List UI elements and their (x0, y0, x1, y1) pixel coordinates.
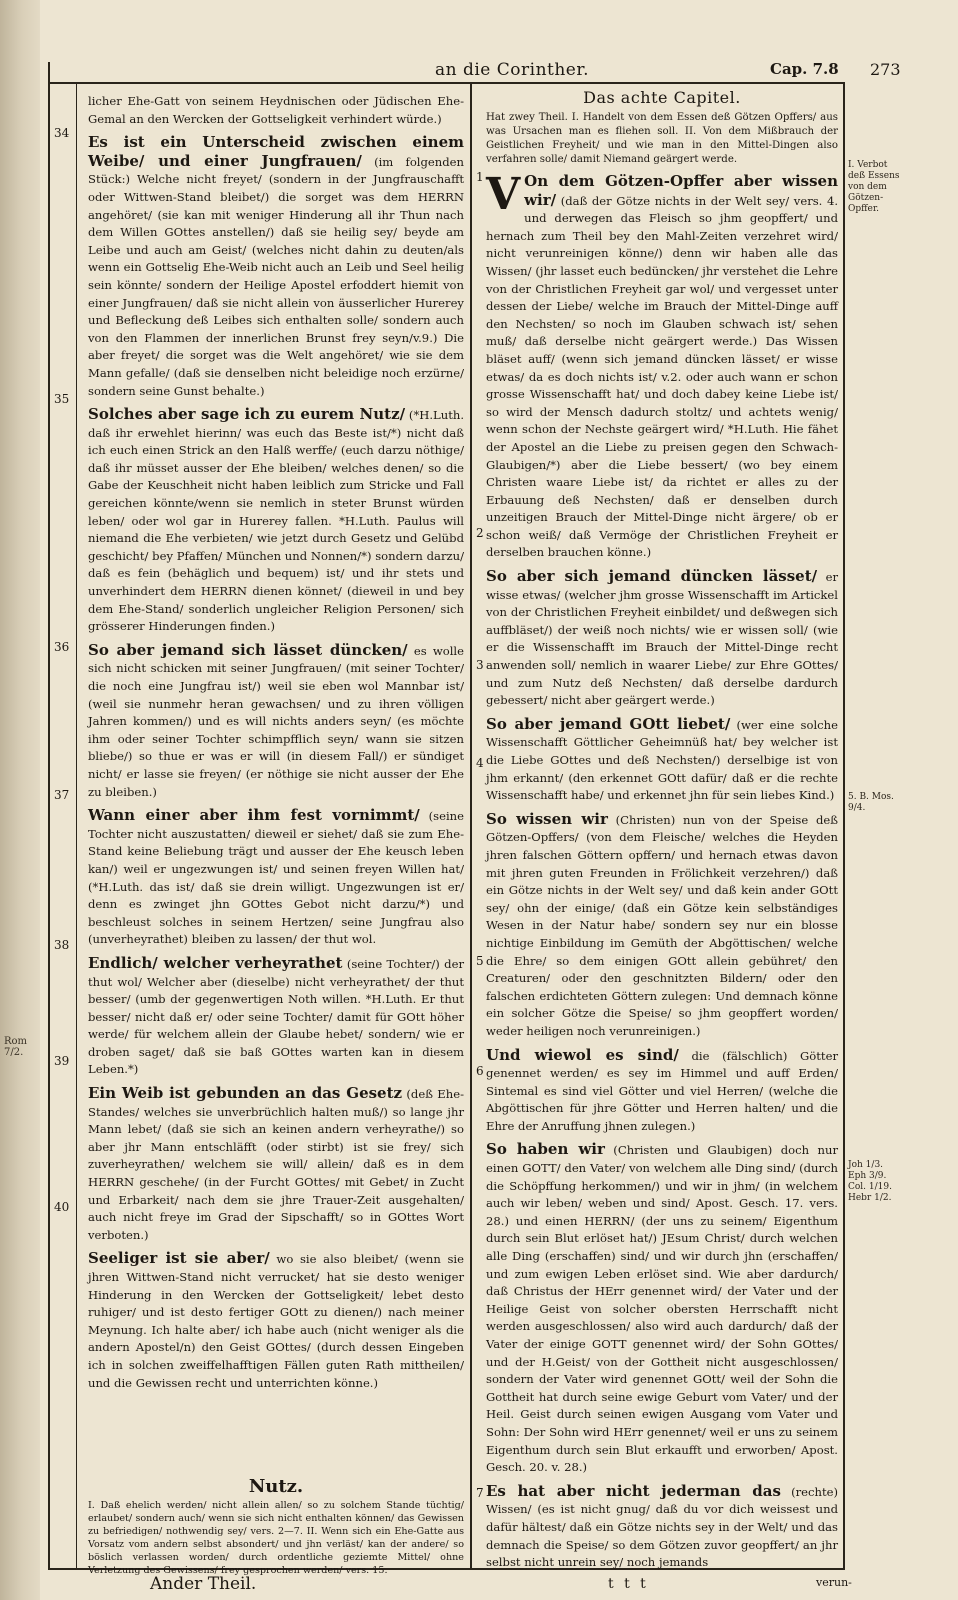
footer-section-label: Ander Theil. (150, 1574, 257, 1594)
paragraph: Es hat aber nicht jederman das (rechte) Wissen/ (es ist nicht gnug/ daß du vor dich weissest und dafür hältest/ daß ein Götze nichts sey in der Welt/ und das demnach die Speise/ so dem Götzen zuvor geopffert/ an jhr selbst nicht unrein sey/ noch jemands (486, 1481, 839, 1570)
center-rule (470, 82, 472, 1570)
right-inner-rule (843, 82, 845, 1570)
verse-number: 2 (476, 526, 484, 540)
paragraph: So haben wir (Christen und Glaubigen) doch nur einen GOTT/ den Vater/ von welchem alle Ding sind/ (durch die Schöpffung herkommen/) und wir in jhm/ (in welchem auch wir leben/ weben und sind/ Apost. Gesch. 17. vers. 28.) und einen HERRN/ (der uns zu seinem/ Eigenthum durch sein Blut erlöset hat/) JEsum Christ/ durch welchen alle Ding (erschaffen) sind/ und wir durch jhn (erschaffen/ und zum ewigen Leben erlöset sind. Wie aber dardurch/ daß Christus der HErr genennet wird/ der Vater und der Heilige Geist von solcher obersten Herrschafft nicht werden ausgeschlossen/ also wird auch dardurch/ daß der Vater der einige GOTT genennet wird/ der Sohn GOttes/ und der H.Geist/ von der Gottheit nicht ausgeschlossen/ sondern der Vater wird genennet GOtt/ weil der Sohn die Gottheit hat durch seine ewige Geburt vom Vater/ und der Heil. Geist durch seinen ewigen Ausgang vom Vater und Sohn: Der Sohn wird HErr genennet/ weil er uns zu seinem Eigenthum durch sein Blut erkaufft und erworben/ Apost. Gesch. 20. v. 28.) (486, 1140, 839, 1475)
verse-number: 7 (476, 1486, 484, 1500)
verse-number: 37 (54, 788, 70, 802)
verse-number: 38 (54, 938, 70, 952)
verse-number: 40 (54, 1200, 70, 1214)
left-column (88, 92, 464, 1476)
verse-number: 1 (476, 170, 484, 184)
right-column (486, 88, 839, 1570)
paragraph: So wissen wir (Christen) nun von der Speise deß Götzen-Opffers/ (von dem Fleische/ welches die Heyden jhren falschen Göttern opffern/ und hernach etwas davon mit jhren guten Freunden in Frölichkeit verzehren/) daß ein Götze nichts in der Welt sey/ und daß kein ander GOtt sey/ ohn der einige/ (daß ein Götze kein selbständiges Wesen in der Natur habe/ sondern sey nur ein blosse nichtige Einbildung im Gemüth der Abgöttischen/ welche die Ehre/ so dem einigen GOtt allein gebühret/ den Creaturen/ oder den geschnitzten Bildern/ oder den falschen erdichteten Göttern zulegen: Und demnach könne ein solcher Götze die Speise/ so jhm geopffert worden/ weder heiligen noch verunreinigen.) (486, 809, 838, 1038)
page-gutter (0, 0, 40, 1600)
signature-mark: t t t (608, 1576, 649, 1592)
running-title: an die Corinther. (435, 60, 590, 80)
nutz-section (88, 1472, 464, 1576)
nutz-heading: Nutz. (248, 1476, 304, 1497)
verse-number: 36 (54, 640, 70, 654)
paragraph: Es ist ein Unterscheid zwischen einem Weibe/ und einer Jungfrauen/ (im folgenden Stück:) Welche nicht freyet/ (sondern in der Jungfrauschafft oder Wittwen-Stand bleibet/) die sorget was dem HERRN angehöret/ (sie kan mit weniger Hinderung all ihr Thun nach dem Willen GOttes anstellen/) daß sie heilig sey/ beyde am Leibe und auch am Geist/ (welches nicht dahin zu deuten/als wenn ein Gottselig Ehe-Weib nicht auch an Leib und Seel heilig sein könnte/ sondern der Heilige Apostel erfoddert hiemit von einer Jungfrauen/ daß sie nicht allein von äusserlicher Hurerey und Befleckung deß Leibes sich enthalten solle/ sondern auch von den Flammen der innerlichen Brunst frey seyn/v.9.) Die aber freyet/ die sorget was die Welt angehöret/ wie sie dem Mann gefalle/ (daß sie denselben nicht beleidige noch erzürne/ sondern seine Gunst behalte.) (88, 133, 465, 398)
verse-number: 34 (54, 126, 70, 140)
paragraph: Wann einer aber ihm fest vornimmt/ (seine Tochter nicht auszustatten/ dieweil er siehet/ daß sie zum Ehe-Stand keine Beliebung trägt und ausser der Ehe keusch leben kan/) weil er ungezwungen ist/ und seinen freyen Willen hat/ (*H.Luth. das ist/ daß sie drein willigt. Ungezwungen ist er/ denn es zwinget jhn GOttes Gebot nicht darzu/*) und beschleust solches in seinem Hertzen/ seine Jungfrau also (unverheyrathet) bleiben zu lassen/ der thut wol. (88, 806, 465, 947)
gutter-note: Rom 7/2. (4, 1036, 28, 1058)
drop-cap: V (486, 169, 521, 220)
chapter-summary: Hat zwey Theil. I. Handelt von dem Essen deß Götzen Opffers/ aus was Ursachen man es fliehen soll. II. Von dem Mißbrauch der Geistlichen Freyheit/ und wie man in den Mittel-Dingen also verfahren solle/ damit Niemand geärgert werde. (486, 112, 838, 165)
nutz-text: I. Daß ehelich werden/ nicht allein allen/ so zu solchem Stande tüchtig/ erlaubet/ sondern auch/ wenn sie sich nicht enthalten können/ das Gewissen zu befriedigen/ nothwendig sey/ vers. 2—7. II. Wenn sich ein Ehe-Gatte aus Vorsatz vom andern selbst absondert/ und jhn verläst/ kan der andere/ so böslich verlassen worden/ durch ordentliche geziemte Mittel/ ohne Verletzung des Gewissens/ frey gesprochen werden/ vers. 15. (88, 1500, 464, 1576)
paragraph: So aber jemand GOtt liebet/ (wer eine solche Wissenschafft Göttlicher Geheimnüß hat/ bey welcher ist die Liebe GOttes und deß Nechsten/) derselbige ist von jhm erkannt/ (den erkennet GOtt dafür/ daß er die rechte Wissenschafft habe/ und erkennet jhn für sein liebes Kind.) (486, 714, 838, 803)
margin-note: Joh 1/3. Eph 3/9. Col. 1/19. Hebr 1/2. (848, 1160, 892, 1203)
paragraph: So aber sich jemand düncken lässet/ er wisse etwas/ (welcher jhm grosse Wissenschafft im Artickel von der Christlichen Freyheit einbildet/ und deßwegen sich auffbläset/) der weiß noch nichts/ wie er wissen soll/ (wie er die Wissenschafft im Brauch der Mittel-Dinge recht anwenden soll/ nemlich in waarer Liebe/ zur Ehre GOttes/ und zum Nutz deß Nechsten/ daß derselbe dardurch gebessert/ nicht aber geärgert werde.) (486, 567, 839, 708)
margin-note: I. Verbot deß Essens von dem Götzen-Opffer. (848, 160, 900, 214)
paragraph: Solches aber sage ich zu eurem Nutz/ (*H.Luth. daß ihr erwehlet hierinn/ was euch das Beste ist/*) nicht daß ich euch einen Strick an den Halß werffe/ (euch darzu nöthige/ daß ihr müsset ausser der Ehe bleiben/ welches denen/ so die Gabe der Keuschheit nicht haben leiblich zum Stricke und Fall gereichen könnte/wenn sie nemlich in steter Brunst würden leben/ oder wol gar in Hurerey fallen. *H.Luth. Paulus will niemand die Ehe verbieten/ wie jetzt durch Gesetz und Gelübd geschicht/ bey Pfaffen/ München und Nonnen/*) sondern darzu/ daß es fein (behäglich und bequem) ist/ und ihr stets und unverhindert dem HERRN dienen könnet/ (dieweil in und bey dem Ehe-Stand/ sonderlich ungleicher Religion Personen/ sich grösserer Hinderungen finden.) (88, 405, 465, 634)
chapter-title: Das achte Capitel. (583, 88, 741, 107)
verse-number: 39 (54, 1054, 70, 1068)
book-page (40, 0, 958, 1600)
left-outer-rule (48, 62, 50, 1570)
verse-number: 5 (476, 954, 484, 968)
paragraph: Ein Weib ist gebunden an das Gesetz (deß Ehe-Standes/ welches sie unverbrüchlich halten muß/) so lange jhr Mann lebet/ (daß sie sich an keinen andern verheyrathe/) so aber jhr Mann entschläfft (oder stirbt) ist sie frey/ sich zuverheyrathen/ welchem sie will/ allein/ daß es in dem HERRN geschehe/ (in der Furcht GOttes/ mit Gebet/ in Zucht und Erbarkeit/ nach dem sie jhre Trauer-Zeit ausgehalten/ auch nicht freye im Grad der Sipschafft/ so in GOttes Wort verboten.) (88, 1084, 464, 1242)
paragraph: Endlich/ welcher verheyrathet (seine Tochter/) der thut wol/ Welcher aber (dieselbe) nicht verheyrathet/ der thut besser/ (umb der gegenwertigen Noth willen. *H.Luth. Er thut besser/ nicht daß er/ oder seine Tochter/ damit für GOtt höher werde/ für welchem allein der Glaube hebet/ sondern/ wie er droben saget/ daß sie baß GOttes warten kan in diesem Leben.*) (88, 953, 464, 1077)
chapter-ref: Cap. 7.8 (770, 60, 839, 78)
verse-number: 6 (476, 1064, 484, 1078)
top-rule (48, 82, 843, 84)
paragraph: Seeliger ist sie aber/ wo sie also bleibet/ (wenn sie jhren Wittwen-Stand nicht verrucket/ hat sie desto weniger Hinderung in den Wercken der Gottseligkeit/ lebet desto ruhiger/ und ist desto fertiger GOtt zu dienen/) nach meiner Meynung. Ich halte aber/ ich habe auch (nicht weniger als die andern Apostel/n) den Geist GOttes/ (durch dessen Eingeben ich in solchen zweiffelhafftigen Fällen guten Rath mittheilen/ und die Gewissen recht und unterrichten könne.) (88, 1249, 465, 1390)
paragraph: So aber jemand sich lässet düncken/ es wolle sich nicht schicken mit seiner Jungfrauen/ (mit seiner Tochter/ die noch eine Jungfrau ist/) weil sie eben wol Mannbar ist/ (weil sie nunmehr heran gewachsen/ und zu ihren völligen Jahren kommen/) und es will nichts anders seyn/ (es möchte ihm oder seiner Tochter schimpfflich seyn/ wann sie sitzen bliebe/) so thue er was er will (in diesem Fall/) er sündiget nicht/ er lasse sie freyen/ (er nöthige sie nicht ausser der Ehe zu bleiben.) (88, 640, 464, 799)
paragraph: Und wiewol es sind/ die (fälschlich) Götter genennet werden/ es sey im Himmel und auff Erden/ Sintemal es sind viel Götter und viel Herren/ (welche die Abgöttischen für jhre Götter und Herren halten/ und die Ehre der Anruffung jhnen zulegen.) (486, 1045, 838, 1133)
margin-note: 5. B. Mos. 9/4. (848, 792, 894, 813)
paragraph: V On dem Götzen-Opffer aber wissen wir/ (daß der Götze nichts in der Welt sey/ vers. 4. und derwegen das Fleisch so jhm geopffert/ und hernach zum Theil bey den Mahl-Zeiten verzehret wird/ nicht verunreinigen könne/) denn wir haben alle das Wissen/ (jhr lasset euch bedüncken/ jhr verstehet die Lehre von der Christlichen Freyheit gar wol/ und vergesset unter dessen der Liebe/ welche im Brauch der Mittel-Dinge auff den Nechsten/ so noch im Glauben schwach ist/ sehen muß/ daß derselbe nicht geärgert werde.) Das Wissen bläset auff/ (wenn sich jemand düncken lässet/ er wisse etwas/ da es doch nichts ist/ v.2. oder auch wann er schon grosse Wissenschafft hat/ und doch dabey keine Liebe ist/ so wird der Mensch dadurch stoltz/ und achtets wenig/ wenn schon der Nechste geärgert wird/ *H.Luth. Hie fähet der Apostel an die Liebe zu preisen gegen den Schwach-Glaubigen/*) aber die Liebe bessert/ (wo bey einem Christen waare Liebe ist/ da richtet er alles zu der Erbauung deß Nechsten/ daß er denselben durch unzeitigen Brauch der Mittel-Dinge nicht ärgere/ ob er schon weiß/ daß Vermöge der Christlichen Freyheit er derselben brauchen könne.) (486, 169, 839, 560)
verse-number: 4 (476, 756, 484, 770)
verse-number: 35 (54, 392, 70, 406)
verse-number: 3 (476, 658, 484, 672)
page-number: 273 (870, 60, 901, 79)
left-inner-rule (76, 82, 77, 1570)
catchword: verun- (816, 1576, 852, 1589)
paragraph: licher Ehe-Gatt von seinem Heydnischen oder Jüdischen Ehe-Gemal an den Wercken der Gottseligkeit verhindert würde.) (88, 94, 464, 126)
